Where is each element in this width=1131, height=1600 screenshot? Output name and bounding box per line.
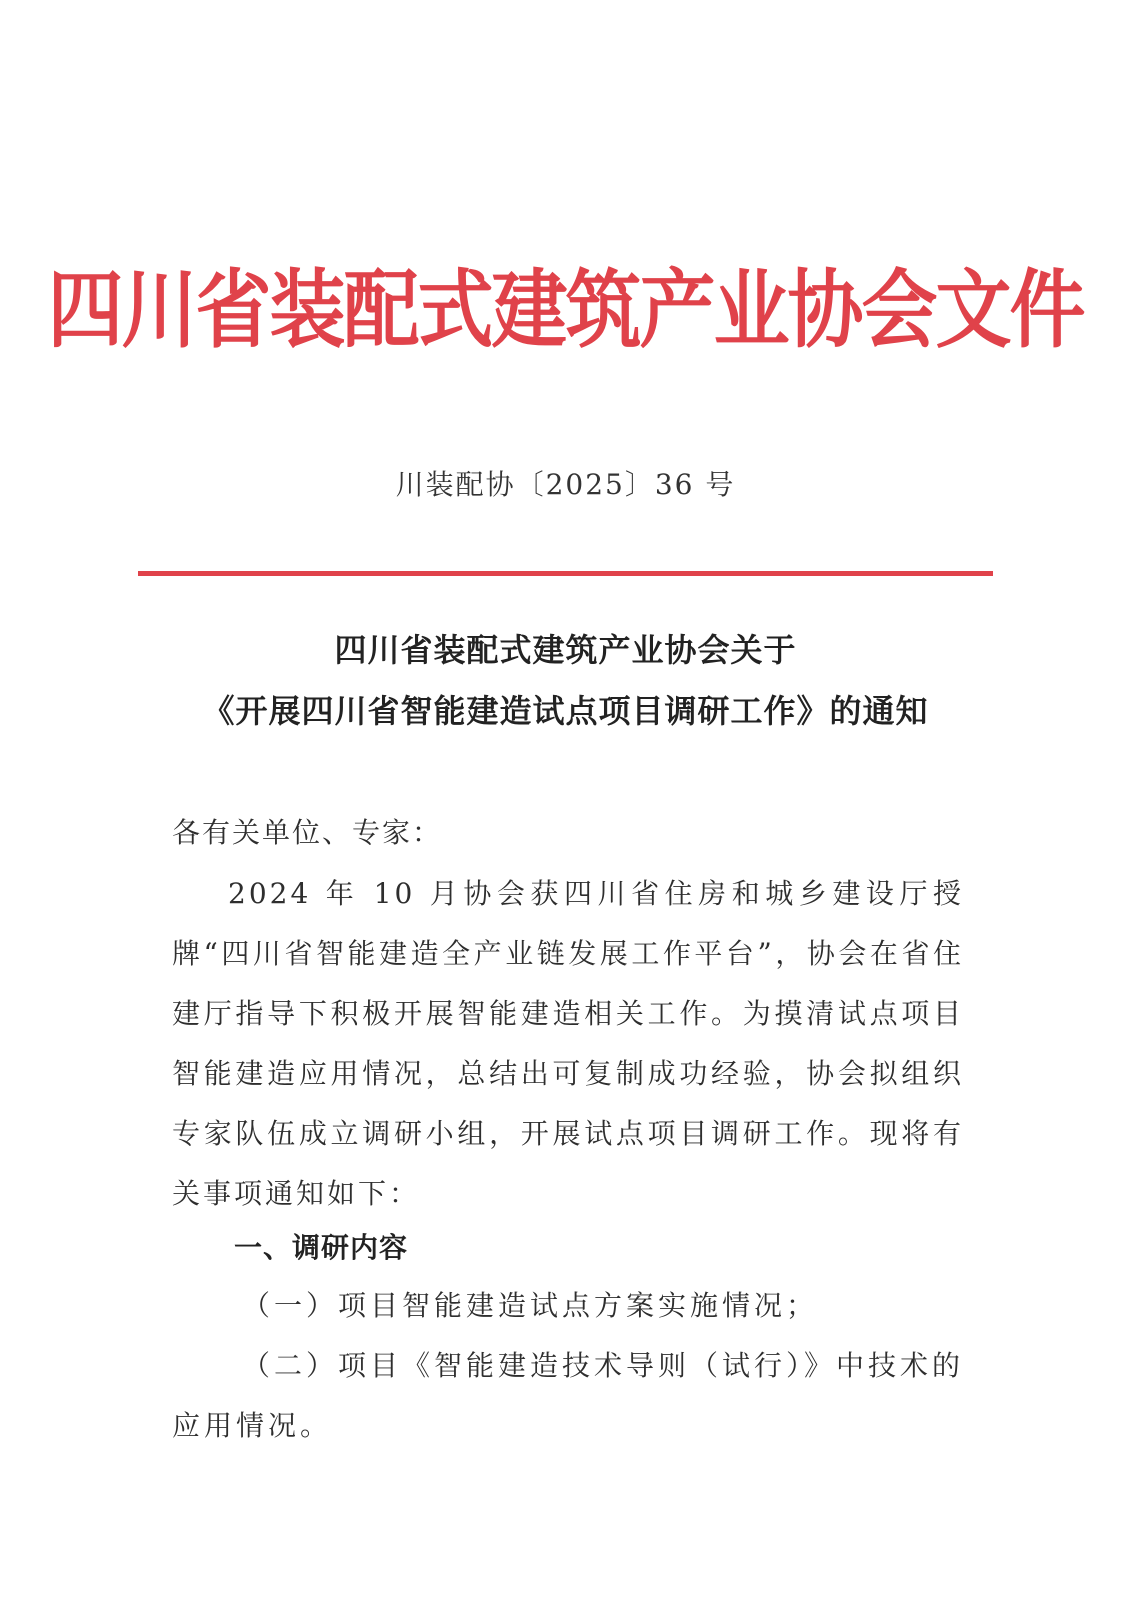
section-item: （一）项目智能建造试点方案实施情况； bbox=[242, 1289, 819, 1322]
salutation: 各有关单位、专家： bbox=[172, 816, 443, 849]
intro-paragraph: 2024 年 10 月协会获四川省住房和城乡建设厅授牌“四川省智能建造全产业链发展工作平台”，协会在省住建厅指导下积极开展智能建造相关工作。为摸清试点项目智能建造应用情况，总结出可复制成功经验，协会拟组织专家队伍成立调研小组，开展试点项目调研工作。现将有关事项通知如下： bbox=[172, 877, 964, 1210]
notice-title-line-1: 四川省装配式建筑产业协会关于 bbox=[334, 631, 797, 669]
section-item: （二）项目《智能建造技术导则（试行）》中技术的应用情况。 bbox=[172, 1349, 965, 1442]
notice-title-line-2: 《开展四川省智能建造试点项目调研工作》的通知 bbox=[202, 692, 929, 730]
header-red-divider bbox=[138, 571, 993, 576]
section-heading-research-content: 一、调研内容 bbox=[234, 1231, 409, 1264]
document-number: 川装配协〔2025〕36 号 bbox=[395, 468, 736, 501]
organization-header-title: 四川省装配式建筑产业协会文件 bbox=[47, 260, 1084, 360]
